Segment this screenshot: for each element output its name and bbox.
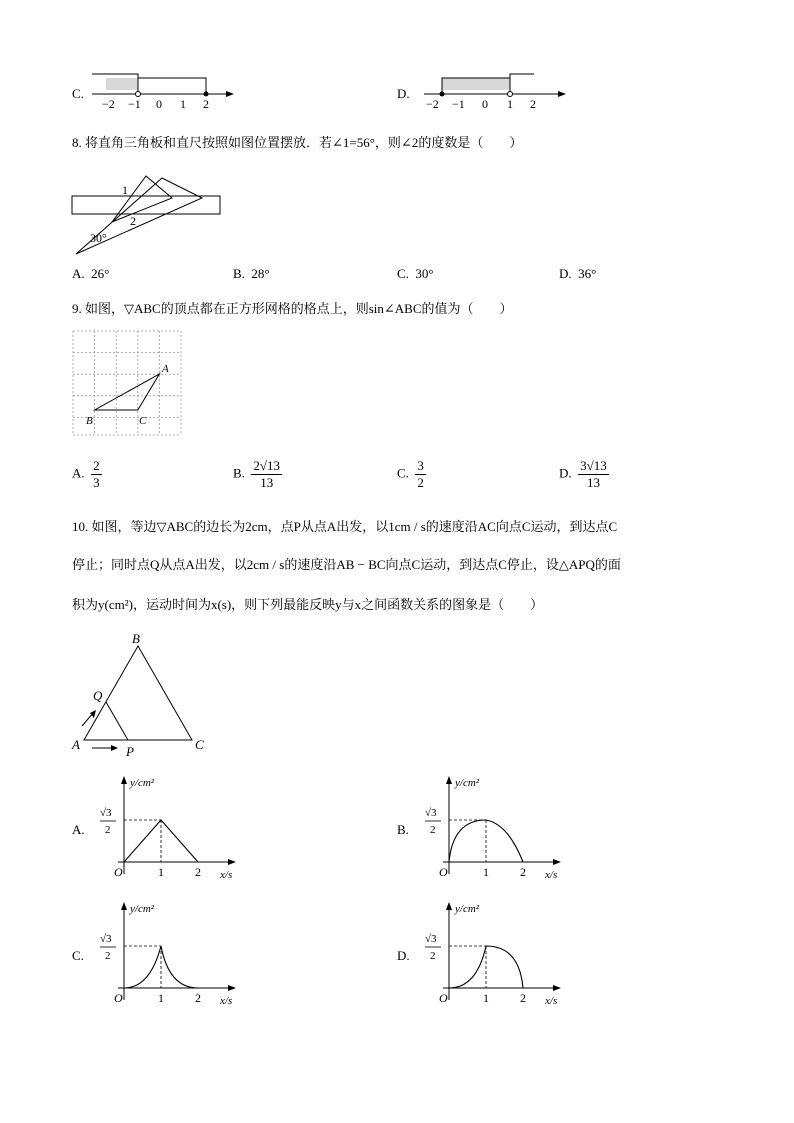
x-axis-arrow [228,859,236,865]
q10-graph-c [92,898,242,1010]
q8-option-c: C. 30° [397,266,434,281]
point-q-label: Q [93,688,103,703]
peak-denominator: 2 [430,824,436,836]
x-tick-2: 2 [520,865,526,879]
vertex-c-label: C [139,415,147,427]
denominator: 2 [417,475,424,490]
x-axis-label: x/s [545,869,558,881]
q8-figure [70,168,230,260]
q10-option-c-letter: C. [72,948,84,963]
q9-option-b: B. $\frac{2√13}{13}$ [233,458,281,490]
q10-question-line-2: 停止；同时点Q从点A出发，以2cm / s的速度沿AB − BC向点C运动，到达点C停止，设△APQ的面 [72,557,621,572]
angle-2-label: 2 [130,214,136,228]
q10-graph-a [92,772,242,884]
q9-option-c: C. $\frac{3}{2}$ [397,458,424,490]
point-p-label: P [126,744,134,759]
q10-graph-b [417,772,567,884]
q10-graph-d [417,898,567,1010]
x-axis-arrow [553,859,561,865]
q8-option-b: B. 28° [233,266,270,281]
numerator: 2 [93,458,100,473]
q7-option-c-numberline [88,66,238,112]
tick-label: 0 [156,97,162,111]
x-tick-2: 2 [195,865,201,879]
x-axis-arrow [228,985,236,991]
tick-label: 1 [507,97,513,111]
x-tick-1: 1 [483,865,489,879]
q7-option-c-letter: C. [72,86,84,101]
numerator: 3√13 [580,458,607,473]
tick-label: −2 [102,97,115,111]
peak-denominator: 2 [105,824,111,836]
x-tick-1: 1 [158,991,164,1005]
peak-denominator: 2 [430,950,436,962]
vertex-a-label: A [72,737,80,752]
numerator: 2√13 [253,458,281,473]
y-axis-label: y/cm² [455,777,480,789]
q10-triangle-figure [66,630,226,760]
y-axis-label: y/cm² [455,903,480,915]
y-axis-arrow [121,776,127,784]
y-axis-arrow [446,902,452,910]
x-axis-label: x/s [220,869,233,881]
y-axis-arrow [446,776,452,784]
q7-option-d-numberline [420,66,570,112]
x-tick-1: 1 [158,865,164,879]
denominator: 13 [586,475,600,490]
vertex-b-label: B [86,415,93,427]
x-axis-label: x/s [545,995,558,1007]
angle-30-label: 30° [90,231,107,245]
q10-option-b-letter: B. [397,822,409,837]
q9-option-d: D. $\frac{3√13}{13}$ [559,458,607,490]
tick-label: −1 [452,97,465,111]
denominator: 13 [260,475,274,490]
q10-question-line-3: 积为y(cm²)，运动时间为x(s)，则下列最能反映y与x之间函数关系的图象是（ ） [72,597,544,612]
q9-grid-figure [72,330,184,438]
denominator: 3 [93,475,100,490]
numerator: 3 [417,458,424,473]
tick-label: 0 [482,97,488,111]
origin-label: O [439,991,448,1005]
peak-numerator: √3 [100,933,112,945]
q8-option-d: D. 36° [559,266,597,281]
vertex-a-label: A [162,363,169,375]
y-axis-label: y/cm² [130,903,155,915]
peak-numerator: √3 [100,807,112,819]
q10-question-line-1: 10. 如图，等边▽ABC的边长为2cm，点P从点A出发，以1cm / s的速度沿AC向点C运动，到达点C [72,519,618,534]
peak-numerator: √3 [425,933,437,945]
peak-numerator: √3 [425,807,437,819]
x-tick-2: 2 [520,991,526,1005]
origin-label: O [114,865,123,879]
x-axis-arrow [553,985,561,991]
q10-option-a-letter: A. [72,822,85,837]
x-axis-label: x/s [220,995,233,1007]
peak-denominator: 2 [105,950,111,962]
tick-label: −2 [426,97,439,111]
x-tick-1: 1 [483,991,489,1005]
tick-label: 2 [530,97,536,111]
q9-option-a: A. $\frac{2}{3}$ [72,458,100,490]
tick-label: 2 [203,97,209,111]
x-tick-2: 2 [195,991,201,1005]
vertex-b-label: B [132,631,140,646]
y-axis-label: y/cm² [130,777,155,789]
q9-question-text: 9. 如图，▽ABC的顶点都在正方形网格的格点上，则sin∠ABC的值为（ ） [72,301,513,316]
q8-question-text: 8. 将直角三角板和直尺按照如图位置摆放．若∠1=56°，则∠2的度数是（ ） [72,135,523,150]
tick-label: −1 [128,97,141,111]
q10-option-d-letter: D. [397,948,410,963]
y-axis-arrow [121,902,127,910]
origin-label: O [114,991,123,1005]
q7-option-d-letter: D. [397,86,410,101]
origin-label: O [439,865,448,879]
vertex-c-label: C [195,737,204,752]
q8-option-a: A. 26° [72,266,110,281]
angle-1-label: 1 [122,183,128,197]
tick-label: 1 [180,97,186,111]
